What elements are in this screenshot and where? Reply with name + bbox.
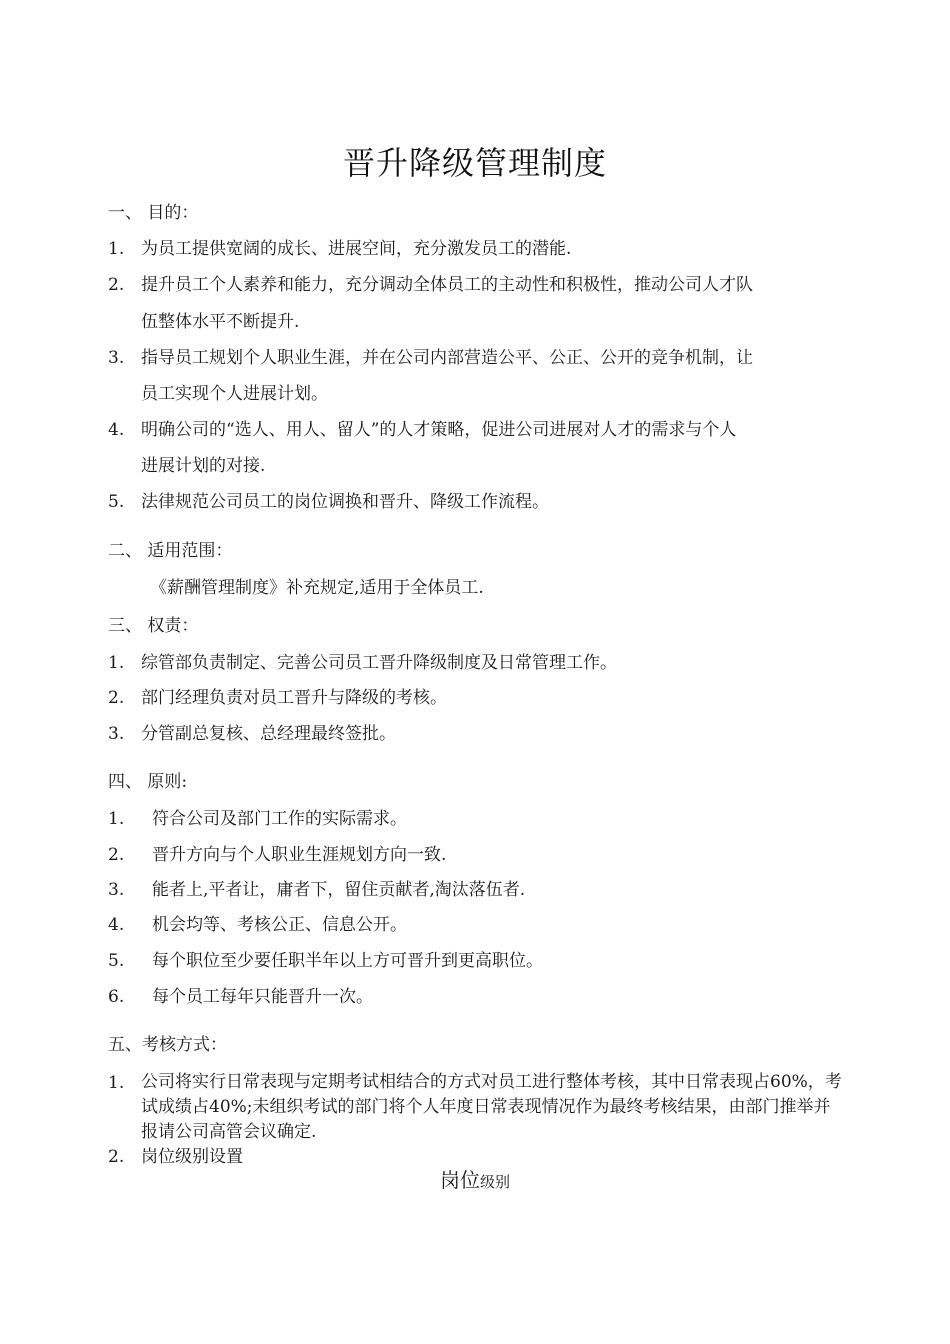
list-item: 部门经理负责对员工晋升与降级的考核。 bbox=[141, 688, 447, 708]
list-item-continuation: 伍整体水平不断提升. bbox=[141, 312, 300, 332]
section-heading-responsibilities: 三、 权责： bbox=[108, 616, 199, 636]
section-heading-scope: 二、 适用范围： bbox=[108, 541, 233, 561]
list-number: 1. bbox=[108, 1073, 125, 1093]
list-number: 3. bbox=[108, 348, 125, 368]
list-item: 明确公司的“选人、用人、留人”的人才策略，促进公司进展对人才的需求与个人 bbox=[141, 420, 737, 440]
list-item: 每个员工每年只能晋升一次。 bbox=[152, 987, 373, 1007]
table-title-main: 岗位 bbox=[439, 1168, 480, 1192]
list-item: 符合公司及部门工作的实际需求。 bbox=[152, 809, 407, 829]
section-heading-assessment: 五、考核方式： bbox=[108, 1035, 227, 1055]
list-item: 每个职位至少要任职半年以上方可晋升到更高职位。 bbox=[152, 951, 543, 971]
page-title: 晋升降级管理制度 bbox=[342, 144, 607, 182]
list-number: 4. bbox=[108, 420, 125, 440]
list-item: 法律规范公司员工的岗位调换和晋升、降级工作流程。 bbox=[141, 492, 549, 512]
list-number: 1. bbox=[108, 653, 125, 673]
table-title-small: 级别 bbox=[479, 1173, 510, 1191]
list-item-continuation: 进展计划的对接. bbox=[141, 456, 266, 476]
list-item: 岗位级别设置 bbox=[141, 1147, 243, 1167]
list-number: 2. bbox=[108, 688, 125, 708]
list-number: 3. bbox=[108, 724, 125, 744]
list-item: 晋升方向与个人职业生涯规划方向一致. bbox=[152, 845, 447, 865]
list-number: 1. bbox=[108, 809, 125, 829]
list-item: 分管副总复核、总经理最终签批。 bbox=[141, 724, 396, 744]
list-number: 2. bbox=[108, 1147, 125, 1167]
section-heading-purpose: 一、 目的： bbox=[108, 203, 199, 223]
list-number: 2. bbox=[108, 845, 125, 865]
scope-text: 《薪酬管理制度》补充规定,适用于全体员工. bbox=[150, 578, 484, 598]
section-heading-principles: 四、 原则: bbox=[108, 772, 188, 792]
list-number: 2. bbox=[108, 275, 125, 295]
list-number: 1. bbox=[108, 239, 125, 259]
list-item: 提升员工个人素养和能力，充分调动全体员工的主动性和积极性，推动公司人才队 bbox=[141, 275, 753, 295]
list-number: 5. bbox=[108, 492, 125, 512]
table-title bbox=[0, 1168, 950, 1194]
list-number: 6. bbox=[108, 987, 125, 1007]
list-number: 4. bbox=[108, 915, 125, 935]
list-item: 机会均等、考核公正、信息公开。 bbox=[152, 915, 407, 935]
list-item-continuation: 员工实现个人进展计划。 bbox=[141, 384, 328, 404]
list-item: 指导员工规划个人职业生涯，并在公司内部营造公平、公正、公开的竞争机制，让 bbox=[141, 348, 753, 368]
list-item-paragraph: 公司将实行日常表现与定期考试相结合的方式对员工进行整体考核，其中日常表现占60%，考试成绩占40%;未组织考试的部门将个人年度日常表现情况作为最终考核结果，由部门推举并报请公司高管会议确定. bbox=[141, 1072, 842, 1142]
list-item: 为员工提供宽阔的成长、进展空间，充分激发员工的潜能. bbox=[141, 239, 572, 259]
list-item: 综管部负责制定、完善公司员工晋升降级制度及日常管理工作。 bbox=[141, 653, 617, 673]
list-number: 3. bbox=[108, 880, 125, 900]
list-item: 能者上,平者让，庸者下，留住贡献者,淘汰落伍者. bbox=[152, 880, 526, 900]
list-number: 5. bbox=[108, 951, 125, 971]
